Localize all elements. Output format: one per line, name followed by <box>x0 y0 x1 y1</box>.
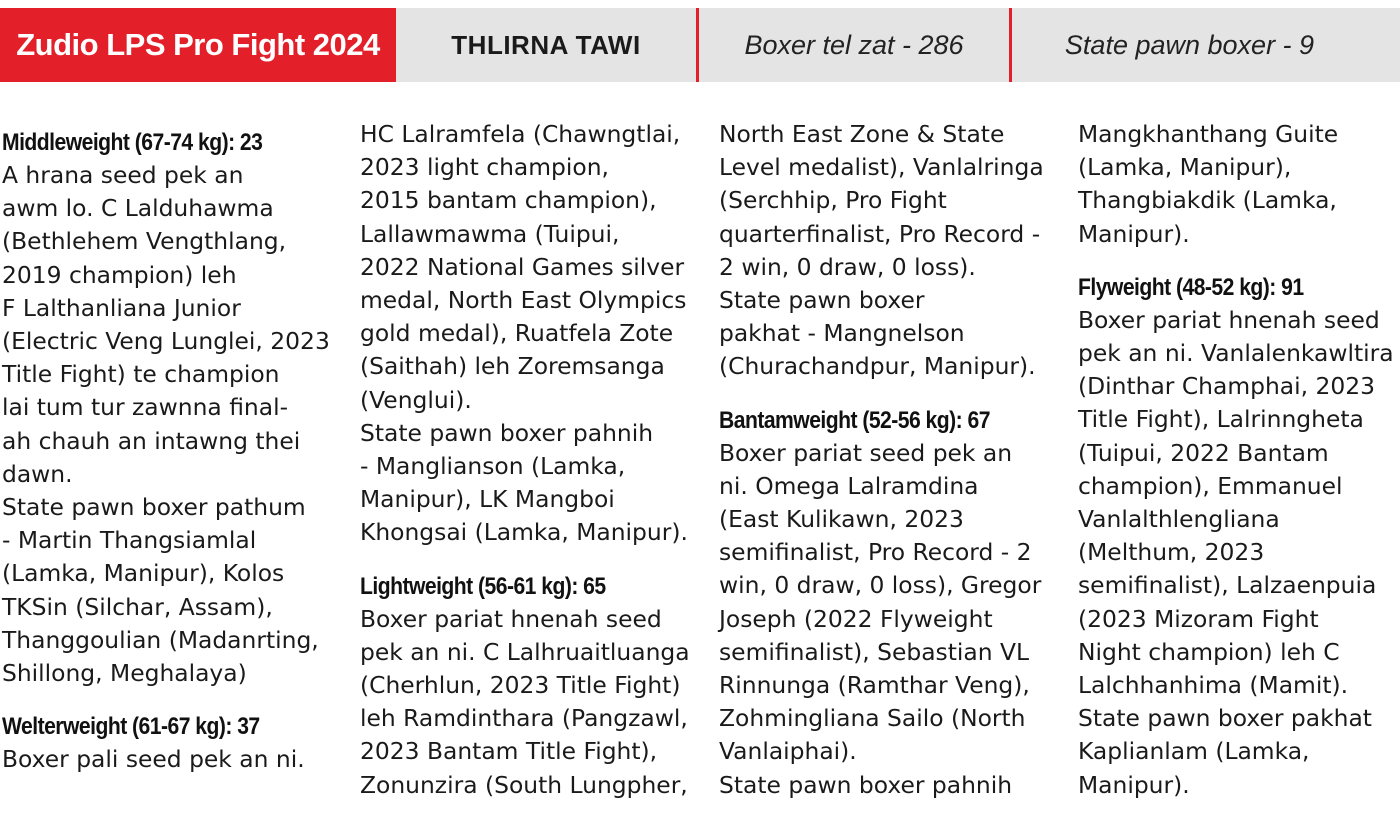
article-text-line: Khongsai (Lamka, Manipur). <box>360 518 688 547</box>
article-text-line: Manipur). <box>1078 770 1190 799</box>
article-text-line: (East Kulikawn, 2023 <box>719 505 964 534</box>
article-text-line: Zonunzira (South Lungpher, <box>360 770 688 799</box>
article-text-line: State pawn boxer pakhat <box>1078 704 1372 733</box>
weight-class-heading: Welterweight (61-67 kg): 37 <box>2 713 260 741</box>
article-text-line: pakhat - Mangnelson <box>719 319 965 348</box>
article-text-line: A hrana seed pek an <box>2 161 244 189</box>
paragraph-gap <box>360 550 690 570</box>
article-text-line: Joseph (2022 Flyweight <box>719 604 993 633</box>
article-text-line: semifinalist, Pro Record - 2 <box>719 538 1032 567</box>
article-text-line: semifinalist), Sebastian VL <box>719 637 1030 666</box>
article-text-line: gold medal), Ruatfela Zote <box>360 319 674 348</box>
total-boxers-stat: Boxer tel zat - 286 <box>744 29 964 60</box>
article-text-line: (Electric Veng Lunglei, 2023 <box>2 327 330 356</box>
article-text-line: champion), Emmanuel <box>1078 471 1343 500</box>
article-text-line: (Churachandpur, Manipur). <box>719 352 1036 381</box>
article-text-line: - Martin Thangsiamlal <box>2 526 257 555</box>
article-text-line: medal, North East Olympics <box>360 286 687 315</box>
article-text-line: HC Lalramfela (Chawngtlai, <box>360 120 681 148</box>
article-text-line: Kaplianlam (Lamka, <box>1078 737 1310 766</box>
article-text-line: 2015 bantam champion), <box>360 186 657 215</box>
article-text-line: (Tuipui, 2022 Bantam <box>1078 438 1329 467</box>
article-text-line: 2023 Bantam Title Fight), <box>360 737 658 766</box>
article-text-line: (Bethlehem Vengthlang, <box>2 227 287 256</box>
article-text-line: Night champion) leh C <box>1078 637 1340 666</box>
article-text-line: Title Fight) te champion <box>2 360 280 389</box>
article-text-line: State pawn boxer <box>719 286 925 315</box>
article-text-line: Manipur). <box>1078 219 1190 248</box>
article-text-line: Level medalist), Vanlalringa <box>719 153 1044 182</box>
article-text-line: win, 0 draw, 0 loss), Gregor <box>719 571 1042 600</box>
event-title: Zudio LPS Pro Fight 2024 <box>0 8 396 82</box>
article-text-line: Manipur), LK Mangboi <box>360 485 615 514</box>
article-text-line: 2 win, 0 draw, 0 loss). <box>719 252 976 281</box>
article-text-line: Boxer pariat hnenah seed <box>360 604 662 633</box>
article-text-line: awm lo. C Lalduhawma <box>2 194 274 223</box>
header-bar <box>0 8 1400 82</box>
article-text-line: 2023 light champion, <box>360 153 609 182</box>
article-text-line: Lallawmawma (Tuipui, <box>360 219 620 248</box>
article-text-line: Vanlaiphai). <box>719 737 857 766</box>
article-text-line: Vanlalthlengliana <box>1078 505 1280 534</box>
article-column-1 <box>2 126 330 776</box>
article-text-line: Rinnunga (Ramthar Veng), <box>719 671 1030 700</box>
article-text-line: (Saithah) leh Zoremsanga <box>360 352 665 381</box>
paragraph-gap <box>719 384 1044 404</box>
article-text-line: semifinalist), Lalzaenpuia <box>1078 571 1377 600</box>
article-text-line: Title Fight), Lalrinngheta <box>1078 405 1364 434</box>
article-column-4 <box>1078 118 1394 802</box>
article-text-line: State pawn boxer pahnih <box>360 418 654 447</box>
paragraph-gap <box>1078 251 1394 271</box>
article-text-line: (Serchhip, Pro Fight <box>719 186 947 215</box>
article-text-line: Thangbiakdik (Lamka, <box>1078 186 1337 215</box>
article-text-line: Boxer pariat seed pek an <box>719 438 1013 467</box>
state-boxers-stat: State pawn boxer - 9 <box>1064 29 1315 60</box>
article-text-line: leh Ramdinthara (Pangzawl, <box>360 704 688 733</box>
article-text-line: ah chauh an intawng thei <box>2 426 301 455</box>
article-text-line: pek an ni. C Lalhruaitluanga <box>360 637 690 666</box>
article-text-line: State pawn boxer pathum <box>2 493 306 522</box>
article-text-line: State pawn boxer pahnih <box>719 770 1013 799</box>
article-text-line: TKSin (Silchar, Assam), <box>2 592 273 621</box>
article-text-line: pek an ni. Vanlalenkawltira <box>1078 339 1394 368</box>
article-text-line: dawn. <box>2 459 73 488</box>
article-text-line: Boxer pariat hnenah seed <box>1078 305 1380 334</box>
article-text-line: Boxer pali seed pek an ni. <box>2 745 305 774</box>
article-text-line: ni. Omega Lalramdina <box>719 471 979 500</box>
article-text-line: (Lamka, Manipur), <box>1078 153 1292 182</box>
article-text-line: (Lamka, Manipur), Kolos <box>2 559 285 588</box>
article-text-line: 2022 National Games silver <box>360 252 685 281</box>
article-text-line: (Venglui). <box>360 385 472 414</box>
section-label: THLIRNA TAWI <box>451 29 641 60</box>
weight-class-heading: Middleweight (67-74 kg): 23 <box>2 129 263 156</box>
article-text-line: 2019 champion) leh <box>2 260 237 289</box>
article-text-line: Mangkhanthang Guite <box>1078 120 1339 148</box>
weight-class-heading: Bantamweight (52-56 kg): 67 <box>719 406 990 434</box>
article-text-line: North East Zone & State <box>719 120 1005 148</box>
article-text-line: lai tum tur zawnna final- <box>2 393 289 422</box>
article-text-line: (2023 Mizoram Fight <box>1078 604 1319 633</box>
weight-class-heading: Lightweight (56-61 kg): 65 <box>360 572 606 600</box>
article-text-line: (Cherhlun, 2023 Title Fight) <box>360 671 681 700</box>
article-text-line: (Melthum, 2023 <box>1078 538 1265 567</box>
article-text-line: F Lalthanliana Junior <box>2 293 241 322</box>
article-text-line: - Manglianson (Lamka, <box>360 452 626 481</box>
article-text-line: Shillong, Meghalaya) <box>2 659 247 688</box>
article-text-line: Lalchhanhima (Mamit). <box>1078 671 1349 700</box>
article-column-2 <box>360 118 690 802</box>
article-column-3 <box>719 118 1044 802</box>
article-text-line: quarterfinalist, Pro Record - <box>719 219 1041 248</box>
article-text-line: (Dinthar Champhai, 2023 <box>1078 372 1376 401</box>
article-text-line: Thanggoulian (Madanrting, <box>2 625 319 654</box>
article-text-line: Zohmingliana Sailo (North <box>719 704 1026 733</box>
paragraph-gap <box>2 690 330 710</box>
weight-class-heading: Flyweight (48-52 kg): 91 <box>1078 273 1304 301</box>
